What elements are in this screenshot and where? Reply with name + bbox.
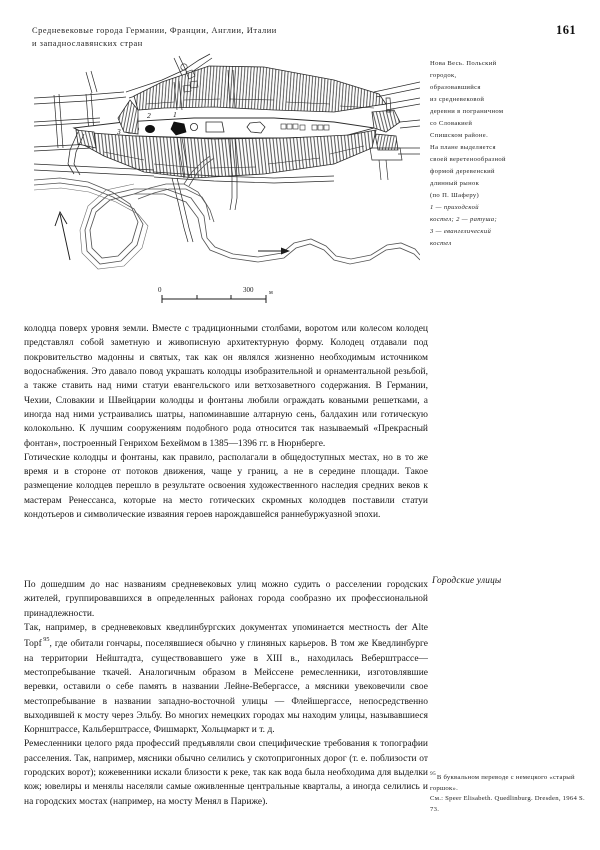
town-plan-drawing bbox=[34, 52, 420, 314]
paragraph-wells-architecture: колодца поверх уровня земли. Вместе с традиционными столбами, воротом или колесом колодец представлял собой заметную и живописную архитектурную форму. Колодец отдавали под покровительство мадонны и святых, так как он являлся жизненно необходимым источником водоснабжения. Это давало повод украшать колодцы изобразительной и орнаментальной резьбой, а также ставить над ними статуи евангельского или ветхозаветного содержания. В Германии, Чехии, Словакии и Швейцарии колодцы и фонтаны любили ограждать коваными решетками, а иногда над ними устраивались шатры, напоминавшие алтарную сень, балдахин или готическую колокольню. К лучшим сооружениям подобного рода относится так называемый «Прекрасный фонтан», построенный Генрихом Бехеймом в 1385—1396 гг. в Нюрнберге. bbox=[24, 324, 428, 449]
marker-3: 3 bbox=[117, 127, 121, 136]
footnote-text: В буквальном переводе с немецкого «старый горшок». bbox=[430, 774, 575, 792]
paragraph-quedlinburg-part-2: , где обитали гончары, поселявшиеся обычно у глиняных карьеров. В том же Кведлинбурге на территории Нейштадта, существовавшего уже в XIII в., находилась Веберштрассе—местопребывание ткачей. Аналогичным образом в Мейссене ремесленники, изготовлявшие веревки, оставили о себе память в названии Лейне-Вебергассе, а мясники увековечили свое местопребывание в названии западно-восточной улицы — Флейшергассе, непосредственно выходившей к мосту через Эльбу. Во многих немецких городах мы находим улицы, называвшиеся Корнштрассе, Кальберштрассе, Фишмаркт, Хольцмаркт и т. д. bbox=[24, 639, 428, 736]
caption-legend-line: 1 — приходской bbox=[430, 204, 479, 211]
caption-line: формой деревенский bbox=[430, 168, 495, 175]
marker-1: 1 bbox=[173, 110, 177, 119]
caption-line: На плане выделяется bbox=[430, 144, 496, 151]
caption-line: образовавшийся bbox=[430, 84, 481, 91]
flow-arrow bbox=[258, 248, 290, 255]
running-head bbox=[32, 24, 362, 50]
caption-legend-line: 3 — евангелический bbox=[430, 228, 492, 235]
caption-line: Нова Весь. Польский bbox=[430, 60, 497, 67]
caption-line: городок, bbox=[430, 72, 457, 79]
running-head-line-1: Средневековые города Германии, Франции, Англии, Италии bbox=[32, 26, 277, 35]
plots-north bbox=[134, 66, 386, 112]
causeways bbox=[154, 172, 334, 242]
caption-legend-line: костел; 2 — ратуша; bbox=[430, 216, 497, 223]
north-arrow bbox=[55, 212, 70, 260]
body-text-block-1 bbox=[24, 322, 428, 522]
footnote-reference[interactable]: 95 bbox=[43, 636, 50, 644]
caption-legend-line: костел bbox=[430, 240, 452, 247]
caption-line: Спишском районе. bbox=[430, 132, 489, 139]
body-text-block-2 bbox=[24, 578, 428, 809]
caption-line: из средневековой bbox=[430, 96, 485, 103]
footnote-marker: 95 bbox=[430, 771, 436, 777]
marginal-note-city-streets: Городские улицы bbox=[432, 576, 502, 586]
plots-east-suburb bbox=[370, 98, 402, 180]
paragraph-quedlinburg-part-1: Так, например, в средневековых кведлинбургских документах упоминается местность der Alte Topf bbox=[24, 622, 428, 650]
scale-start-label: 0 bbox=[158, 286, 162, 294]
footnote-95 bbox=[430, 770, 590, 816]
running-head-line-2: и западнославянских стран bbox=[32, 39, 143, 49]
footnote-source: См.: Speer Elisabeth. Quedlinburg. Dresden, 1964 S. 73. bbox=[430, 795, 585, 814]
caption-line: (по П. Шаферу) bbox=[430, 192, 480, 199]
paragraph-craft-topography: Ремесленники целого ряда профессий предъявляли свои специфические требования к топографии расселения. Так, например, мясники обычно селились у скотопригонных дорог (т. е. поблизости от городских ворот); кожевенники искали близости к реке, так как вода была необходима для выделки кож; ювелиры и менялы населяли самые оживленные центральные кварталы, а иногда селились и на городских мостах (например, на мосту Менял в Париже). bbox=[24, 739, 428, 807]
caption-line: со Словакией bbox=[430, 120, 473, 127]
figure-town-plan bbox=[34, 52, 420, 314]
paragraph-gothic-wells: Готические колодцы и фонтаны, как правило, располагали в общедоступных местах, но в то же время и в стороне от потоков движения, чаще у границ, а не в середине площади. Такое размещение колодцев перешло в результате освоения художественного наследия средних веков к мастерам Ренессанса, которые на место готических скромных колодцев поставили статуи кондотьеров и символические изваяния героев нарождавшейся раннебуржуазной эпохи. bbox=[24, 452, 428, 521]
caption-line: деревни в пограничном bbox=[430, 108, 504, 115]
caption-line: длинный рынок bbox=[430, 180, 480, 187]
scale-bar bbox=[162, 295, 266, 303]
paragraph-quedlinburg bbox=[24, 621, 428, 738]
figure-caption bbox=[430, 58, 590, 250]
marker-2: 2 bbox=[147, 111, 151, 120]
scale-end-label: 300 bbox=[243, 286, 254, 294]
building-2-town-hall bbox=[145, 125, 154, 132]
scale-unit-label: м bbox=[269, 290, 273, 296]
river bbox=[34, 178, 420, 269]
page-number: 161 bbox=[556, 23, 576, 37]
paragraph-street-names: По дошедшим до нас названиям средневековых улиц можно судить о расселении городских жителей, группировавшихся в определенных районах города сообразно их профессиональной принадлежности. bbox=[24, 580, 428, 619]
caption-line: своей веретенообразной bbox=[430, 156, 506, 163]
